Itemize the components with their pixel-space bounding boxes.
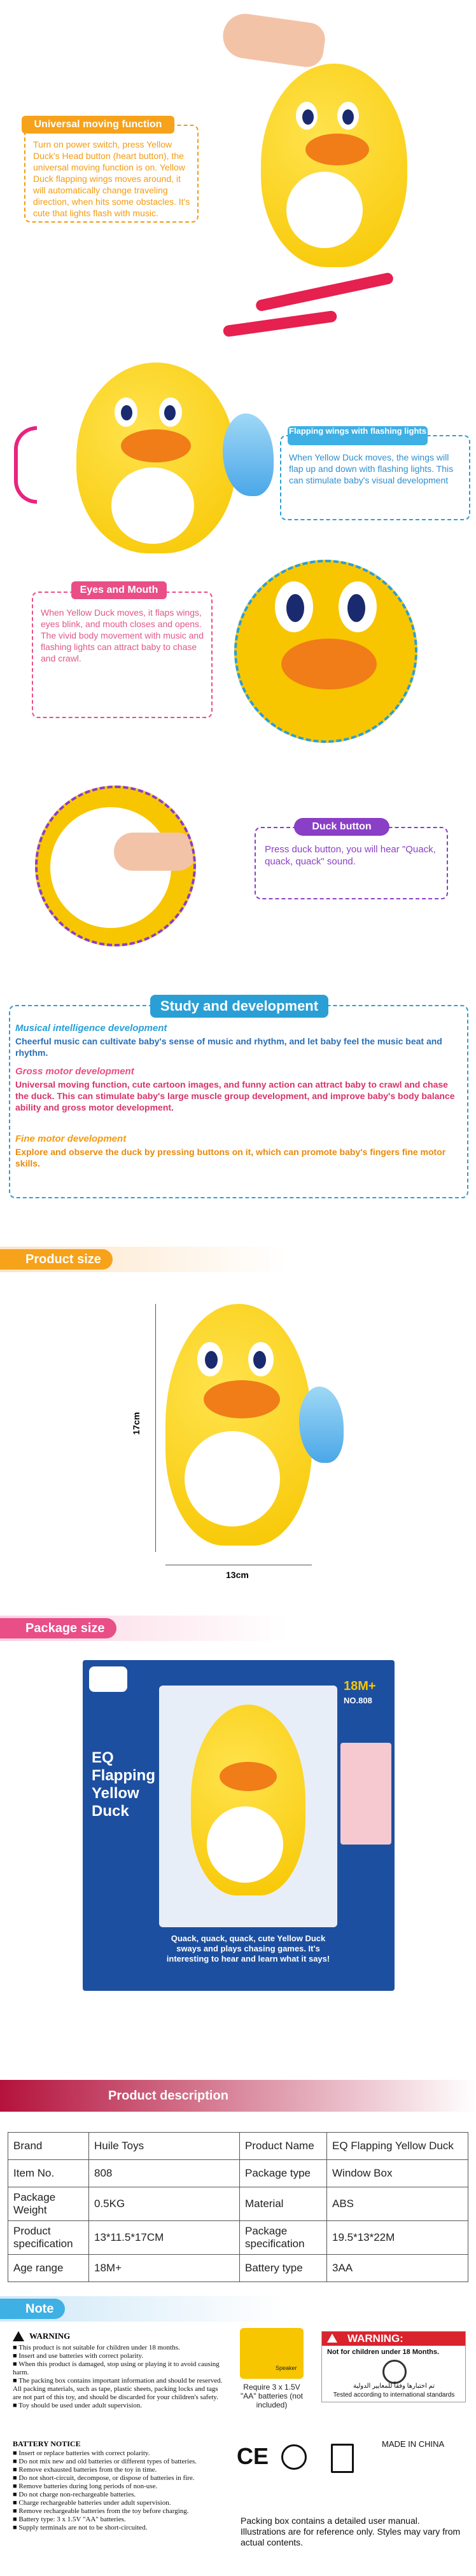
- package-logo: [89, 1666, 127, 1692]
- battery-title: BATTERY NOTICE: [13, 2439, 81, 2448]
- big-warning-title-bar: [322, 2332, 465, 2346]
- spec-value: 18M+: [89, 2255, 240, 2282]
- list-item: ■ Supply terminals are not to be short-circuited.: [13, 2524, 148, 2531]
- battery-list: [13, 2449, 223, 2532]
- spec-label: Package Weight: [8, 2187, 89, 2221]
- belly-panel: [111, 467, 194, 544]
- warning-title: WARNING: [29, 2331, 71, 2341]
- list-item: ■ Remove batteries during long periods of non-use.: [13, 2483, 158, 2490]
- spec-value: 19.5*13*22M: [327, 2221, 468, 2255]
- feature-universal-title: Universal moving function: [22, 116, 174, 134]
- feature-wings-title: Flapping wings with flashing lights: [288, 426, 428, 445]
- feature-button-title: Duck button: [294, 818, 389, 836]
- eye-icon: [197, 1342, 223, 1376]
- description-text: Product description: [108, 2089, 228, 2103]
- spec-label: Product Name: [240, 2133, 327, 2160]
- beak-icon: [305, 134, 369, 165]
- belly-panel: [185, 1431, 280, 1527]
- package-size-bar: [0, 1616, 476, 1641]
- duck-illustration: [191, 1705, 305, 1895]
- package-caption: Quack, quack, quack, cute Yellow Duck sways and plays chasing games. It's interesting to hear and learn what it says!: [166, 1934, 330, 1963]
- list-item: ■ The packing box contains important information and should be reserved. All packing materials, such as tape, plastic sheets, packing locks and tags are not part of this toy, and should be discarded for your children's safety.: [13, 2377, 223, 2401]
- study-heading-gross: Gross motor development: [15, 1066, 134, 1077]
- tested-logo-icon: [382, 2360, 407, 2384]
- table-row: [8, 2255, 468, 2282]
- spec-label: Age range: [8, 2255, 89, 2282]
- spec-label: Product specification: [8, 2221, 89, 2255]
- feature-universal-box: [24, 119, 199, 223]
- spec-value: 13*11.5*17CM: [89, 2221, 240, 2255]
- beak-icon: [204, 1380, 280, 1418]
- study-box: [9, 998, 468, 1198]
- study-body-music: Cheerful music can cultivate baby's sense of music and rhythm, and let baby feel the music beat and rhythm.: [15, 1036, 442, 1058]
- spec-value: ABS: [327, 2187, 468, 2221]
- list-item: ■ This product is not suitable for children under 18 months.: [13, 2344, 180, 2351]
- description-bar: [0, 2080, 476, 2112]
- arabic-text: تم اختبارها وفقاً للمعايير الدولية: [353, 2383, 435, 2390]
- spec-label: Item No.: [8, 2160, 89, 2187]
- battery-requirement-block: [237, 2328, 307, 2423]
- eye-icon: [337, 102, 359, 130]
- eye-icon: [248, 1342, 274, 1376]
- ce-mark-icon: CE: [237, 2443, 269, 2469]
- package-age: 18M+: [344, 1679, 376, 1693]
- direction-arrow-icon: [255, 272, 395, 312]
- list-item: ■ Do not short-circuit, decompose, or dispose of batteries in fire.: [13, 2474, 195, 2482]
- certification-icons: [237, 2439, 319, 2477]
- big-warning-sub: Not for children under 18 Months.: [327, 2348, 440, 2356]
- speaker-label: Speaker: [276, 2365, 297, 2371]
- package-title: EQ Flapping Yellow Duck: [92, 1749, 155, 1820]
- eye-icon: [339, 581, 377, 632]
- packing-note: Packing box contains a detailed user manual. Illustrations are for reference only. Styles may vary from actual contents.: [241, 2516, 461, 2547]
- spec-value: Huile Toys: [89, 2133, 240, 2160]
- spec-label: Package specification: [240, 2221, 327, 2255]
- eye-icon: [275, 581, 313, 632]
- product-size-text: Product size: [25, 1252, 101, 1266]
- spec-value: 0.5KG: [89, 2187, 240, 2221]
- list-item: ■ When this product is damaged, stop using or playing it to avoid causing harm.: [13, 2360, 220, 2376]
- hero-eyes: [0, 560, 476, 763]
- beak-icon: [281, 639, 377, 689]
- list-item: ■ Remove exhausted batteries from the toy in time.: [13, 2466, 157, 2474]
- feature-eyes-body: When Yellow Duck moves, it flaps wings, eyes blink, and mouth closes and opens. The vivid body movement with music and flashing lights can attract baby to chase and crawl.: [41, 607, 204, 663]
- list-item: ■ Insert or replace batteries with correct polarity.: [13, 2449, 150, 2457]
- made-in-text: MADE IN CHINA: [382, 2439, 445, 2449]
- study-body-fine: Explore and observe the duck by pressing buttons on it, which can promote baby's fingers fine motor skills.: [15, 1147, 446, 1168]
- height-dimension-text: 17cm: [130, 1412, 141, 1435]
- hero-universal: [0, 0, 476, 356]
- note-battery-block: [13, 2439, 223, 2547]
- battery-compartment-image: [240, 2328, 304, 2379]
- list-item: ■ Do not charge non-rechargeable batteries.: [13, 2491, 136, 2498]
- height-dimension-line: [155, 1304, 156, 1552]
- list-item: ■ Remove rechargeable batteries from the toy before charging.: [13, 2507, 189, 2515]
- list-item: ■ Insert and use batteries with correct polarity.: [13, 2352, 144, 2360]
- list-item: ■ Battery type: 3 x 1.5V "AA" batteries.: [13, 2516, 126, 2523]
- warning-triangle-icon: [13, 2331, 24, 2341]
- duck-illustration: [165, 1304, 312, 1546]
- eye-icon: [115, 398, 137, 427]
- beak-icon: [121, 429, 191, 462]
- spec-value: EQ Flapping Yellow Duck: [327, 2133, 468, 2160]
- eye-icon: [296, 102, 318, 130]
- table-row: [8, 2187, 468, 2221]
- duck-illustration: [76, 363, 235, 553]
- rotate-arrow-icon: [14, 426, 37, 504]
- spec-value: 3AA: [327, 2255, 468, 2282]
- spec-label: Material: [240, 2187, 327, 2221]
- width-dimension-text: 13cm: [226, 1570, 249, 1580]
- hero-button: [0, 763, 476, 967]
- battery-require-text: Require 3 x 1.5V "AA" batteries (not included): [241, 2383, 303, 2409]
- feature-wings-body: When Yellow Duck moves, the wings will flap up and down with flashing lights. This can stimulate baby's visual development: [289, 452, 454, 485]
- package-size-label: [0, 1618, 116, 1638]
- tested-text: Tested according to international standards: [333, 2392, 455, 2399]
- hero-wings: [0, 356, 476, 560]
- spec-label: Brand: [8, 2133, 89, 2160]
- feature-eyes-box: [32, 585, 213, 718]
- list-item: ■ Charge rechargeable batteries under adult supervision.: [13, 2499, 171, 2507]
- weee-bin-icon: [331, 2444, 354, 2473]
- direction-arrow-icon: [223, 310, 338, 338]
- note-bar: [0, 2296, 476, 2322]
- package-size-text: Package size: [25, 1621, 105, 1635]
- eye-icon: [159, 398, 182, 427]
- big-warning-block: [321, 2331, 466, 2402]
- table-row: [8, 2221, 468, 2255]
- feature-button-body: Press duck button, you will hear "Quack, quack, quack" sound.: [265, 844, 436, 867]
- table-row: [8, 2160, 468, 2187]
- feature-button-box: [255, 821, 448, 899]
- package-no: NO.808: [344, 1696, 372, 1705]
- list-item: ■ Do not mix new and old batteries or different types of batteries.: [13, 2458, 197, 2465]
- note-warning-block: [13, 2331, 223, 2409]
- note-label: [0, 2299, 65, 2319]
- study-heading-fine: Fine motor development: [15, 1133, 127, 1144]
- belly-panel: [207, 1806, 283, 1883]
- hand-icon: [220, 11, 327, 69]
- beak-icon: [220, 1762, 277, 1791]
- description-label: [0, 2084, 240, 2108]
- table-row: [8, 2133, 468, 2160]
- study-title: Study and development: [150, 995, 328, 1018]
- button-closeup-circle: [35, 786, 196, 946]
- warning-triangle-icon: [327, 2334, 337, 2343]
- feature-universal-body: Turn on power switch, press Yellow Duck's Head button (heart button), the universal moving function is on. Yellow Duck flapping wings moves around, it will automatically change traveling direction, when hits some obstacles. It's cute that lights flash with music.: [33, 139, 190, 218]
- list-item: ■ Toy should be used under adult supervision.: [13, 2402, 143, 2409]
- spec-value: Window Box: [327, 2160, 468, 2187]
- spec-value: 808: [89, 2160, 240, 2187]
- spec-label: Battery type: [240, 2255, 327, 2282]
- belly-panel: [286, 172, 363, 248]
- feature-wings-box: [280, 426, 470, 520]
- spec-table: [8, 2132, 468, 2282]
- package-box: [83, 1660, 395, 1991]
- duck-closeup-circle: [234, 560, 417, 743]
- spec-label: Package type: [240, 2160, 327, 2187]
- product-size-label: [0, 1249, 113, 1270]
- duck-illustration: [261, 64, 407, 267]
- warning-list: [13, 2344, 223, 2410]
- study-heading-music: Musical intelligence development: [15, 1023, 167, 1034]
- feature-eyes-title: Eyes and Mouth: [71, 581, 167, 599]
- package-baby-photo: [340, 1743, 391, 1845]
- note-text: Note: [25, 2302, 54, 2316]
- product-size-bar: [0, 1247, 476, 1272]
- product-size-figure: [0, 1278, 476, 1609]
- study-body-gross: Universal moving function, cute cartoon images, and funny action can attract baby to crawl and chase the duck. This can stimulate baby's large muscle group development, and improve baby's body balance ability and gross motor development.: [15, 1079, 455, 1112]
- hand-icon: [114, 833, 196, 871]
- big-warning-title: WARNING:: [347, 2332, 403, 2344]
- recycle-icon: [281, 2444, 307, 2470]
